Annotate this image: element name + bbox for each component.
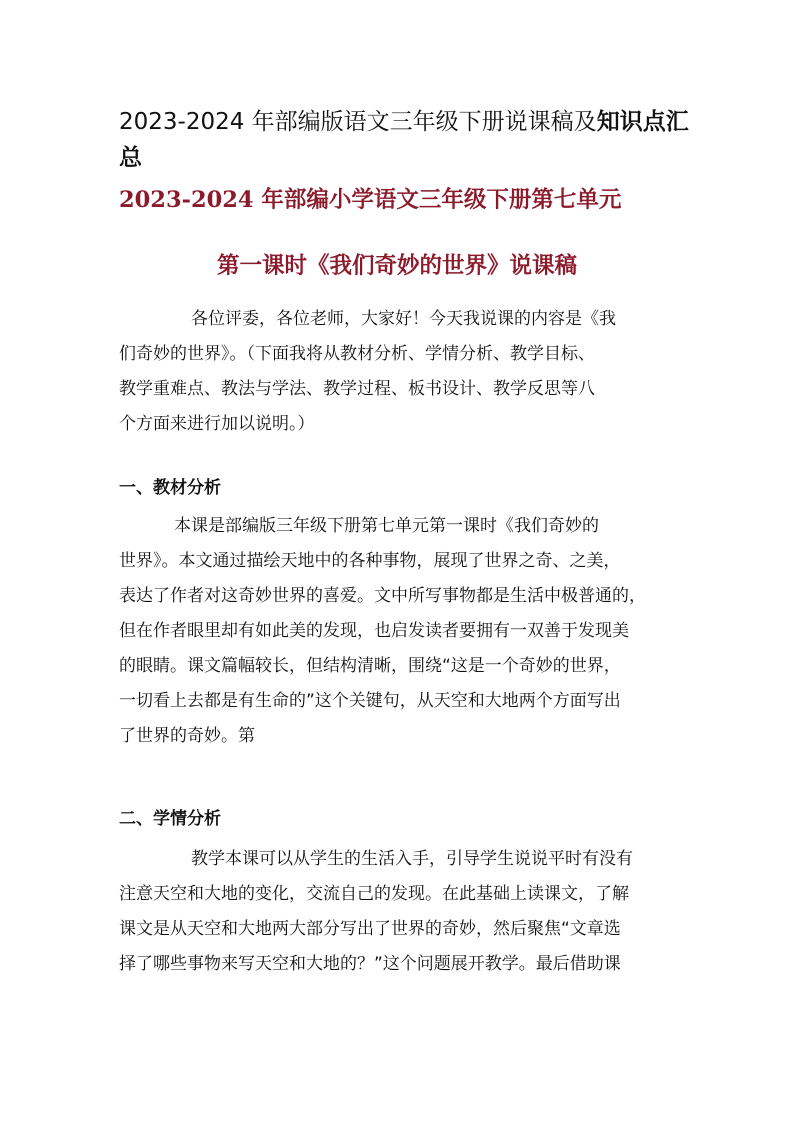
section2-line: 教学本课可以从学生的生活入手，引导学生说说平时有没有 [191,849,633,869]
section1-line: 了世界的奇妙。第 [119,726,255,746]
unit-title: 2023-2024 年部编小学语文三年级下册第七单元 [119,187,622,213]
section2-line: 择了哪些事物来写天空和大地的？”这个问题展开教学。最后借助课 [119,954,621,974]
section1-line: 表达了作者对这奇妙世界的喜爱。文中所写事物都是生活中极普通的， [119,586,646,606]
intro-line: 个方面来进行加以说明。） [119,414,315,434]
section2-paragraph [119,842,684,982]
intro-line: 教学重难点、教法与学法、教学过程、板书设计、教学反思等八 [119,379,595,399]
section1-line: 的眼睛。课文篇幅较长，但结构清晰，围绕“这是一个奇妙的世界， [119,656,621,676]
section2-line: 课文是从天空和大地两大部分写出了世界的奇妙，然后聚焦“文章选 [119,919,621,939]
intro-line: 们奇妙的世界》。（下面我将从教材分析、学情分析、教学目标、 [119,344,595,364]
lesson-title: 第一课时《我们奇妙的世界》说课稿 [216,253,577,279]
section2-line: 注意天空和大地的变化，交流自己的发现。在此基础上读课文，了解 [119,884,629,904]
section1-line: 本课是部编版三年级下册第七单元第一课时《我们奇妙的 [174,516,599,536]
document-title-bold: 知识点汇总 [119,109,689,171]
intro-line: 各位评委，各位老师，大家好！今天我说课的内容是《我 [191,309,616,329]
document-title [119,104,689,176]
section1-line: 世界》。本文通过描绘天地中的各种事物，展现了世界之奇、之美， [119,551,621,571]
section-heading-learner-analysis: 二、学情分析 [119,809,221,829]
section1-line: 一切看上去都是有生命的”这个关键句，从天空和大地两个方面写出 [119,691,621,711]
section1-line: 但在作者眼里却有如此美的发现，也启发读者要拥有一双善于发现美 [119,621,629,641]
section-heading-textbook-analysis: 一、教材分析 [119,478,221,498]
document-title-normal: 2023-2024 年部编版语文三年级下册说课稿及 [119,109,597,135]
section1-paragraph [119,509,684,754]
intro-paragraph [119,302,684,442]
